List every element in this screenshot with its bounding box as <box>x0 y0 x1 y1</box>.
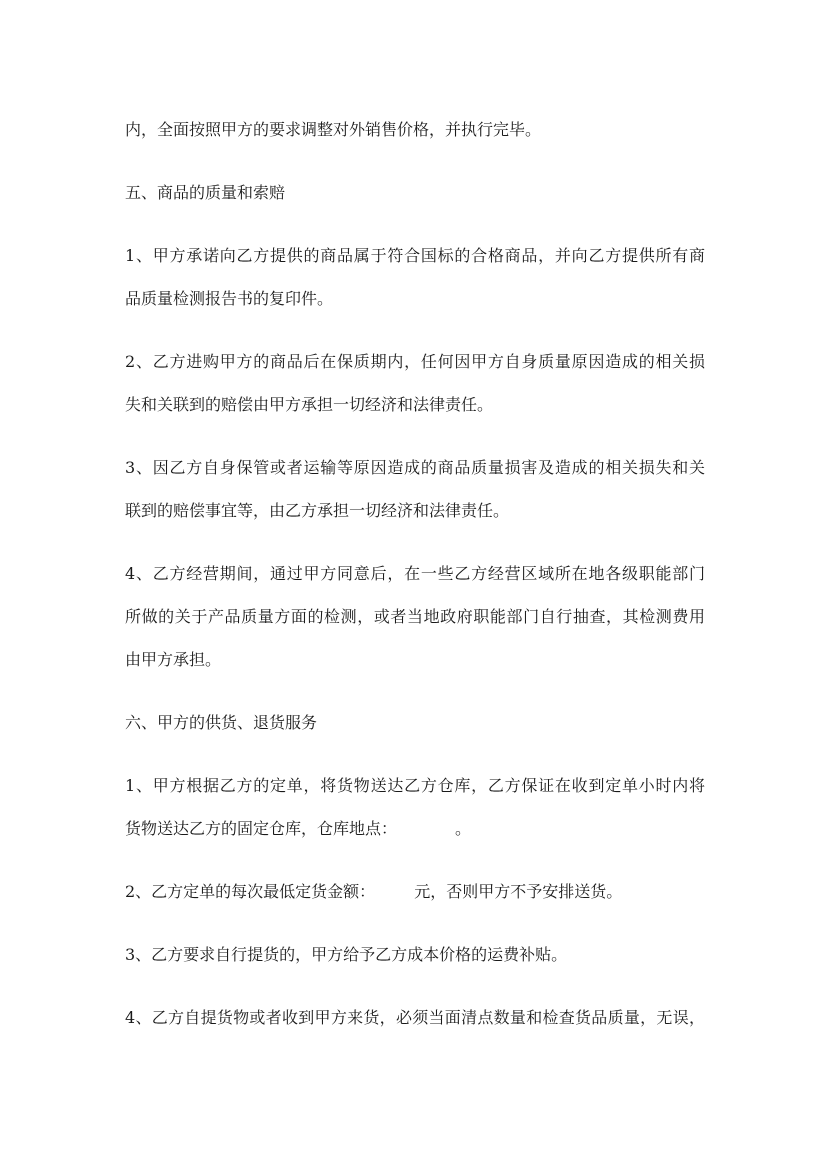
paragraph-line: 1、甲方承诺向乙方提供的商品属于符合国标的合格商品，并向乙方提供所有商 <box>125 246 705 265</box>
paragraph-line: 联到的赔偿事宜等，由乙方承担一切经济和法律责任。 <box>125 501 510 520</box>
paragraph-line: 4、乙方自提货物或者收到甲方来货，必须当面清点数量和检查货品质量，无误， <box>125 1008 705 1027</box>
heading-text: 六、甲方的供货、退货服务 <box>125 713 318 732</box>
clause <box>125 933 705 976</box>
clause <box>125 234 705 320</box>
paragraph-line: 4、乙方经营期间，通过甲方同意后，在一些乙方经营区域所在地各级职能部门 <box>125 564 705 583</box>
paragraph-line: 3、乙方要求自行提货的，甲方给予乙方成本价格的运费补贴。 <box>125 945 568 964</box>
clause <box>125 764 705 850</box>
clause <box>125 446 705 532</box>
clause <box>125 552 705 681</box>
fill-in-blank <box>375 896 414 897</box>
paragraph-line <box>125 870 705 913</box>
paragraph-line: 由甲方承担。 <box>125 650 222 669</box>
paragraph-line: 所做的关于产品质量方面的检测，或者当地政府职能部门自行抽查，其检测费用 <box>125 607 705 626</box>
clause <box>125 996 705 1039</box>
section-heading <box>125 701 705 744</box>
paragraph-line: 失和关联到的赔偿由甲方承担一切经济和法律责任。 <box>125 395 494 414</box>
fill-in-blank <box>397 833 455 834</box>
heading-text: 五、商品的质量和索赔 <box>125 183 286 202</box>
line-segment: 货物送达乙方的固定仓库，仓库地点： <box>125 819 398 838</box>
paragraph-line: 3、因乙方自身保管或者运输等原因造成的商品质量损害及造成的相关损失和关 <box>125 458 705 477</box>
document-body <box>125 108 705 1059</box>
paragraph-line: 1、甲方根据乙方的定单，将货物送达乙方仓库，乙方保证在收到定单小时内将 <box>125 776 705 795</box>
line-segment: 元，否则甲方不予安排送货。 <box>414 882 623 901</box>
line-segment: 2、乙方定单的每次最低定货金额： <box>125 882 376 901</box>
line-segment: 。 <box>455 819 472 838</box>
paragraph-line <box>125 807 705 850</box>
section-heading <box>125 171 705 214</box>
paragraph-continuation <box>125 108 705 151</box>
clause <box>125 870 705 913</box>
paragraph-line: 品质量检测报告书的复印件。 <box>125 289 334 308</box>
paragraph-line: 内，全面按照甲方的要求调整对外销售价格，并执行完毕。 <box>125 120 542 139</box>
clause <box>125 340 705 426</box>
paragraph-line: 2、乙方进购甲方的商品后在保质期内，任何因甲方自身质量原因造成的相关损 <box>125 352 705 371</box>
